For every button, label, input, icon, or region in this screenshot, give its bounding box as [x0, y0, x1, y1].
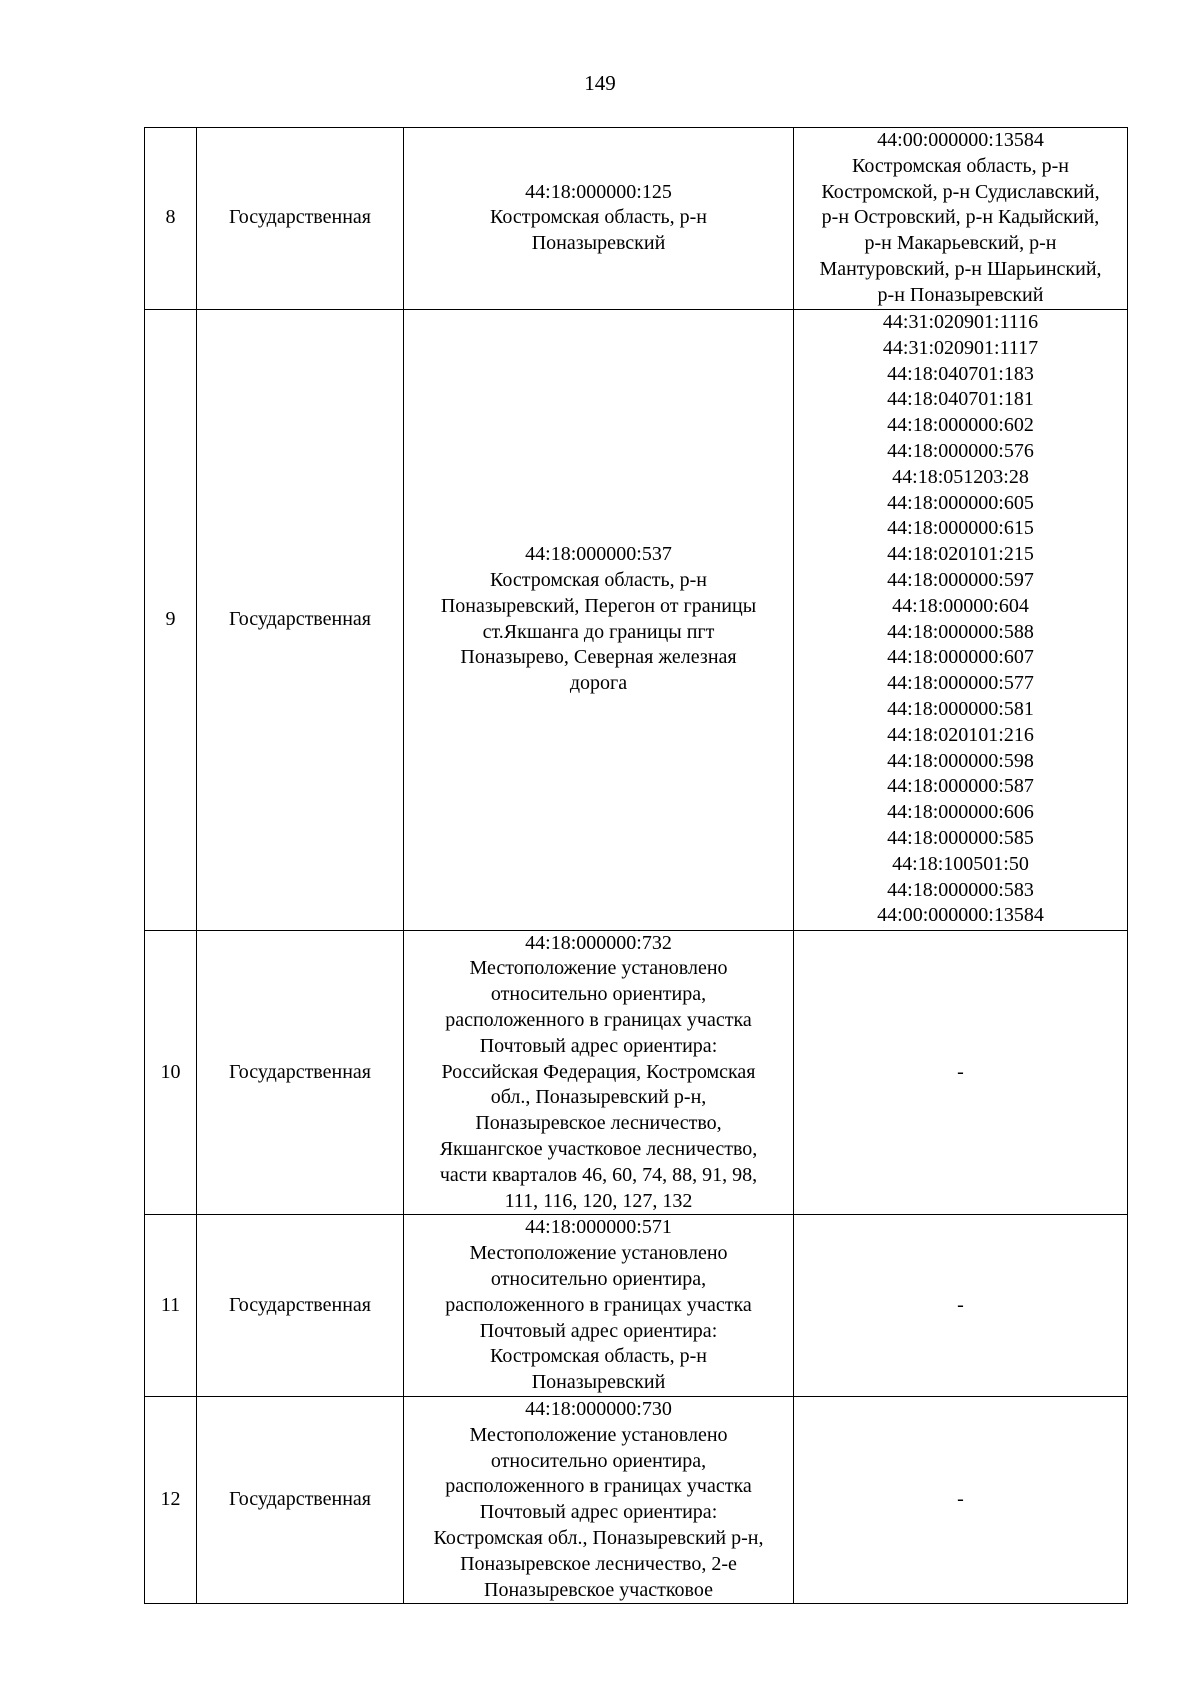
- table-row: [145, 128, 1128, 310]
- ownership-form-cell: Государственная: [197, 128, 404, 310]
- related-parcel-line: 44:18:020101:216: [887, 723, 1034, 746]
- related-parcel-line: 44:18:000000:577: [887, 672, 1034, 695]
- object-description-cell: [404, 128, 794, 310]
- related-parcel-line: 44:18:000000:588: [887, 620, 1034, 643]
- object-description-line: дорога: [569, 672, 628, 695]
- object-description-cell: [404, 930, 794, 1215]
- row-number-cell: 11: [145, 1215, 197, 1397]
- row-number-cell: 8: [145, 128, 197, 310]
- object-description-line: Почтовый адрес ориентира:: [479, 1501, 718, 1524]
- related-parcel-line: -: [957, 1293, 964, 1316]
- object-description-line: Костромская область, р-н: [490, 1345, 707, 1368]
- object-description-line: 44:18:000000:571: [525, 1216, 672, 1239]
- object-description-line: Российская Федерация, Костромская: [441, 1060, 756, 1083]
- related-parcel-line: Костромской, р-н Судиславский,: [821, 180, 1100, 203]
- related-parcel-line: 44:18:000000:585: [887, 826, 1034, 849]
- ownership-form-cell: Государственная: [197, 309, 404, 930]
- object-description-line: расположенного в границах участка: [445, 1475, 752, 1498]
- related-parcel-line: 44:18:000000:598: [887, 749, 1034, 772]
- table-row: [145, 1215, 1128, 1397]
- object-description-line: 44:18:000000:732: [525, 931, 672, 954]
- related-parcel-line: Мантуровский, р-н Шарьинский,: [819, 257, 1102, 280]
- related-parcel-line: 44:31:020901:1116: [882, 311, 1039, 334]
- object-description-line: части кварталов 46, 60, 74, 88, 91, 98,: [439, 1163, 758, 1186]
- related-parcel-line: 44:18:000000:583: [887, 878, 1034, 901]
- related-parcel-line: 44:18:00000:604: [892, 594, 1029, 617]
- object-description-line: Местоположение установлено: [469, 957, 728, 980]
- object-description-line: расположенного в границах участка: [445, 1293, 752, 1316]
- object-description-line: Якшангское участковое лесничество,: [439, 1137, 758, 1160]
- object-description-line: Поназырево, Северная железная: [460, 646, 737, 669]
- object-description-line: Местоположение установлено: [469, 1242, 728, 1265]
- table-row: [145, 309, 1128, 930]
- row-number-cell: 12: [145, 1396, 197, 1603]
- related-parcel-line: 44:18:000000:587: [887, 775, 1034, 798]
- related-parcel-line: 44:18:000000:597: [887, 568, 1034, 591]
- object-description-line: Костромская обл., Поназыревский р-н,: [433, 1526, 764, 1549]
- object-description-line: 44:18:000000:125: [525, 180, 672, 203]
- related-parcel-line: 44:18:000000:615: [887, 517, 1034, 540]
- related-parcel-line: -: [957, 1060, 964, 1083]
- object-description-line: Поназыревское лесничество, 2-е: [460, 1552, 737, 1575]
- related-parcel-line: 44:00:000000:13584: [877, 904, 1044, 927]
- related-parcel-line: -: [957, 1488, 964, 1511]
- table-row: [145, 930, 1128, 1215]
- object-description-line: Поназыревский: [531, 232, 666, 255]
- related-parcel-line: 44:18:020101:215: [887, 543, 1034, 566]
- object-description-line: 44:18:000000:537: [525, 543, 672, 566]
- related-parcel-line: 44:18:000000:605: [887, 491, 1034, 514]
- related-parcels-cell: [794, 1215, 1128, 1397]
- related-parcel-line: 44:18:000000:581: [887, 697, 1034, 720]
- related-parcel-line: 44:18:051203:28: [892, 465, 1029, 488]
- object-description-line: Костромская область, р-н: [490, 206, 707, 229]
- object-description-line: Поназыревский: [531, 1371, 666, 1394]
- object-description-cell: [404, 1396, 794, 1603]
- object-description-line: Поназыревское лесничество,: [475, 1112, 722, 1135]
- object-description-line: Поназыревское участковое: [484, 1578, 713, 1601]
- row-number-cell: 9: [145, 309, 197, 930]
- object-description-cell: [404, 309, 794, 930]
- related-parcels-cell: [794, 309, 1128, 930]
- related-parcel-line: 44:18:040701:183: [887, 362, 1034, 385]
- related-parcel-line: 44:18:040701:181: [887, 388, 1034, 411]
- related-parcels-cell: [794, 128, 1128, 310]
- related-parcel-line: 44:31:020901:1117: [882, 336, 1039, 359]
- object-description-line: расположенного в границах участка: [445, 1008, 752, 1031]
- related-parcel-line: 44:18:000000:607: [887, 646, 1034, 669]
- object-description-line: ст.Якшанга до границы пгт: [482, 620, 715, 643]
- related-parcel-line: 44:18:100501:50: [892, 852, 1029, 875]
- object-description-line: Поназыревский, Перегон от границы: [440, 594, 757, 617]
- related-parcel-line: р-н Поназыревский: [877, 283, 1044, 306]
- registry-table: [144, 127, 1128, 1604]
- related-parcel-line: 44:00:000000:13584: [877, 129, 1044, 151]
- related-parcels-cell: [794, 1396, 1128, 1603]
- object-description-line: относительно ориентира,: [490, 983, 707, 1006]
- related-parcel-line: 44:18:000000:602: [887, 414, 1034, 437]
- object-description-line: относительно ориентира,: [490, 1267, 707, 1290]
- object-description-line: 44:18:000000:730: [525, 1397, 672, 1420]
- related-parcel-line: р-н Островский, р-н Кадыйский,: [821, 206, 1100, 229]
- object-description-line: Костромская область, р-н: [490, 568, 707, 591]
- related-parcel-line: 44:18:000000:606: [887, 801, 1034, 824]
- object-description-line: Почтовый адрес ориентира:: [479, 1319, 718, 1342]
- object-description-line: Почтовый адрес ориентира:: [479, 1034, 718, 1057]
- object-description-line: 111, 116, 120, 127, 132: [504, 1189, 693, 1212]
- related-parcels-cell: [794, 930, 1128, 1215]
- related-parcel-line: 44:18:000000:576: [887, 440, 1034, 462]
- object-description-line: Местоположение установлено: [469, 1423, 728, 1446]
- object-description-line: относительно ориентира,: [490, 1449, 707, 1472]
- related-parcel-line: р-н Макарьевский, р-н: [864, 232, 1057, 255]
- ownership-form-cell: Государственная: [197, 930, 404, 1215]
- object-description-cell: [404, 1215, 794, 1397]
- object-description-line: обл., Поназыревский р-н,: [490, 1086, 707, 1109]
- page-number: 149: [584, 71, 616, 95]
- row-number-cell: 10: [145, 930, 197, 1215]
- table-body: [145, 128, 1128, 1604]
- table-row: [145, 1396, 1128, 1603]
- related-parcel-line: Костромская область, р-н: [852, 154, 1069, 177]
- ownership-form-cell: Государственная: [197, 1396, 404, 1603]
- ownership-form-cell: Государственная: [197, 1215, 404, 1397]
